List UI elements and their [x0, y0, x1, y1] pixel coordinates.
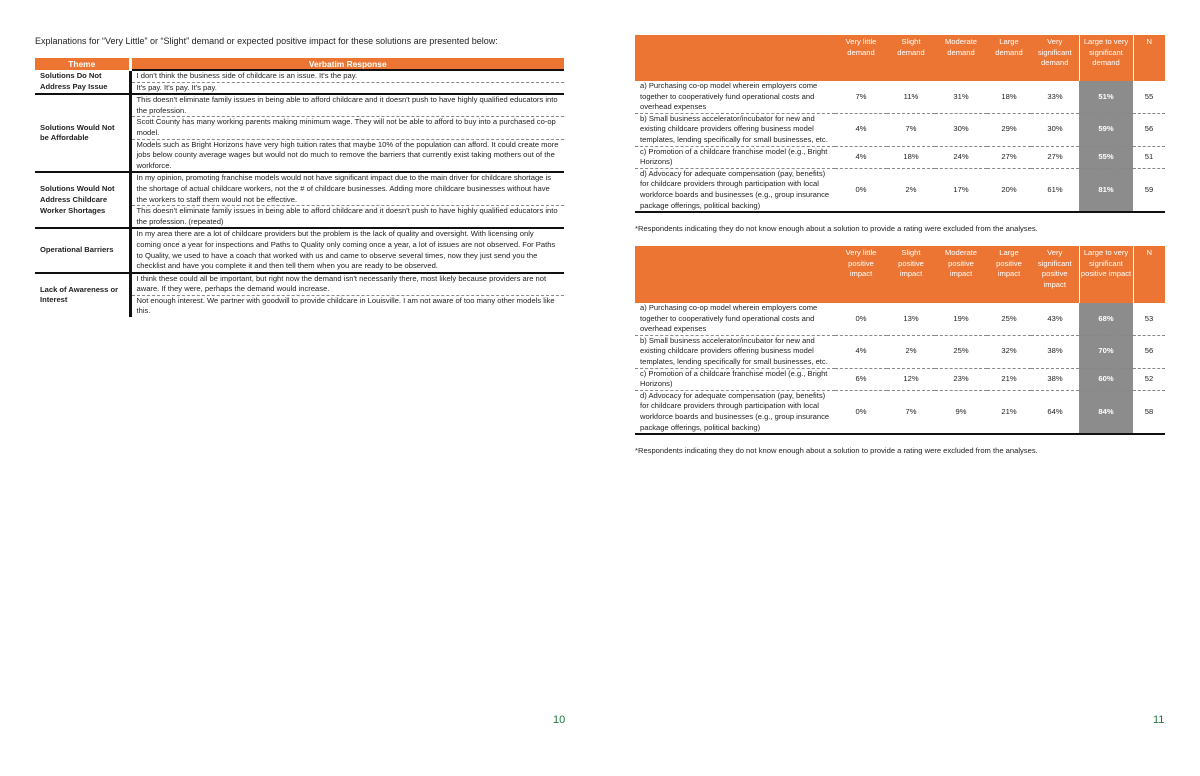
table-row: [35, 228, 564, 272]
table-row: [635, 113, 1165, 146]
header-cell-highlight: Large to very significant positive impact: [1079, 246, 1133, 303]
header-cell: Very significant positive impact: [1031, 246, 1079, 303]
table-row: [35, 273, 564, 296]
n-cell: 52: [1133, 368, 1165, 390]
value-cell: 7%: [887, 390, 935, 434]
header-cell: Moderate demand: [935, 35, 987, 81]
item-cell: b) Small business accelerator/incubator for new and existing childcare providers offering business model templates, lending specifically for small businesses, etc.: [635, 113, 835, 146]
item-cell: a) Purchasing co-op model wherein employers come together to cooperatively fund operational costs and overhead expenses: [635, 303, 835, 335]
header-blank-cell: [635, 35, 835, 81]
demand-table: [635, 35, 1165, 213]
theme-cell: Operational Barriers: [35, 228, 130, 272]
header-cell-n: N: [1133, 35, 1165, 81]
response-header: Verbatim Response: [130, 58, 564, 70]
value-cell: 25%: [987, 303, 1031, 335]
theme-cell: Lack of Awareness or Interest: [35, 273, 130, 317]
item-cell: a) Purchasing co-op model wherein employers come together to cooperatively fund operational costs and overhead expenses: [635, 81, 835, 113]
n-cell: 58: [1133, 390, 1165, 434]
value-cell: 11%: [887, 81, 935, 113]
demand-header-row: [635, 35, 1165, 81]
response-cell: In my opinion, promoting franchise models would not have significant impact due to the main driver for childcare shortage is the shortage of actual childcare workers, not the # of childcare businesses. Adding more childcare businesses without have the workers to staff them would not be effective.: [130, 172, 564, 205]
value-cell: 2%: [887, 335, 935, 368]
value-cell: 38%: [1031, 368, 1079, 390]
table-row: [635, 146, 1165, 168]
value-cell: 30%: [935, 113, 987, 146]
response-cell: This doesn't eliminate family issues in being able to afford childcare and it doesn't push to have highly qualified educators into the profession. (repeated): [136, 206, 558, 226]
impact-note: *Respondents indicating they do not know enough about a solution to provide a rating were excluded from the analyses.: [635, 446, 1038, 455]
value-cell: 64%: [1031, 390, 1079, 434]
n-cell: 56: [1133, 113, 1165, 146]
table-row: [635, 390, 1165, 434]
value-cell: 23%: [935, 368, 987, 390]
value-cell: 32%: [987, 335, 1031, 368]
header-cell-n: N: [1133, 246, 1165, 303]
n-cell: 55: [1133, 81, 1165, 113]
header-cell-highlight: Large to very significant demand: [1079, 35, 1133, 81]
value-cell: 18%: [987, 81, 1031, 113]
value-cell: 18%: [887, 146, 935, 168]
impact-header-row: [635, 246, 1165, 303]
value-cell: 9%: [935, 390, 987, 434]
value-cell: 19%: [935, 303, 987, 335]
n-cell: 59: [1133, 168, 1165, 212]
value-cell: 0%: [835, 390, 887, 434]
highlight-cell: 70%: [1079, 335, 1133, 368]
table-row: [635, 303, 1165, 335]
value-cell: 4%: [835, 113, 887, 146]
response-cell: I think these could all be important, but right now the demand isn't necessarily there, most likely because providers are not aware. If they were, perhaps the demand would increase.: [130, 273, 564, 296]
table-row: [35, 172, 564, 205]
value-cell: 0%: [835, 303, 887, 335]
value-cell: 31%: [935, 81, 987, 113]
value-cell: 27%: [1031, 146, 1079, 168]
value-cell: 61%: [1031, 168, 1079, 212]
theme-header: Theme: [35, 58, 130, 70]
table-row: [635, 335, 1165, 368]
n-cell: 51: [1133, 146, 1165, 168]
verbatim-header-row: [35, 58, 564, 70]
item-cell: b) Small business accelerator/incubator for new and existing childcare providers offering business model templates, lending specifically for small businesses, etc.: [635, 335, 835, 368]
page-number: 10: [553, 714, 566, 726]
header-cell: Large demand: [987, 35, 1031, 81]
highlight-cell: 84%: [1079, 390, 1133, 434]
header-cell: Large positive impact: [987, 246, 1031, 303]
value-cell: 6%: [835, 368, 887, 390]
item-cell: d) Advocacy for adequate compensation (pay, benefits) for childcare providers through participation with local workforce boards and businesses (e.g., group insurance package offerings, political backing): [635, 168, 835, 212]
highlight-cell: 55%: [1079, 146, 1133, 168]
item-cell: d) Advocacy for adequate compensation (pay, benefits) for childcare providers through participation with local workforce boards and businesses (e.g., group insurance package offerings, political backing): [635, 390, 835, 434]
header-cell: Moderate positive impact: [935, 246, 987, 303]
header-blank-cell: [635, 246, 835, 303]
value-cell: 7%: [887, 113, 935, 146]
theme-cell: Solutions Would Not be Affordable: [35, 94, 130, 172]
highlight-cell: 59%: [1079, 113, 1133, 146]
impact-table: [635, 246, 1165, 435]
response-cell: Models such as Bright Horizons have very high tuition rates that maybe 10% of the population can afford. It could create more jobs below county average wages but would not do much to remove the barriers that currently exist taking mothers out of the workforce.: [136, 139, 559, 170]
response-cell: Scott County has many working parents making minimum wage. They will not be able to afford to buy into a purchased co-op model.: [130, 117, 564, 139]
response-cell: In my area there are a lot of childcare providers but the problem is the lack of quality and oversight. With licensing only coming once a year for inspections and Paths to Quality only coming once a year, a lot of issues are not observed. For Paths to Quality, we used to have a coach that worked with us and came to observe several times, now they just send you the checklist and have you complete it and then tell them when you are ready to be observed.: [130, 228, 564, 272]
value-cell: 25%: [935, 335, 987, 368]
value-cell: 29%: [987, 113, 1031, 146]
value-cell: 21%: [987, 368, 1031, 390]
value-cell: 24%: [935, 146, 987, 168]
highlight-cell: 68%: [1079, 303, 1133, 335]
intro-text: Explanations for “Very Little” or “Slight” demand or expected positive impact for these solutions are presented below:: [35, 36, 498, 46]
response-cell: Not enough interest. We partner with goodwill to provide childcare in Louisville. I am not aware of too many other models like this.: [136, 295, 555, 316]
value-cell: 4%: [835, 335, 887, 368]
header-cell: Very little positive impact: [835, 246, 887, 303]
value-cell: 7%: [835, 81, 887, 113]
header-cell: Slight positive impact: [887, 246, 935, 303]
table-row: [635, 368, 1165, 390]
table-row: [635, 168, 1165, 212]
value-cell: 4%: [835, 146, 887, 168]
item-cell: c) Promotion of a childcare franchise model (e.g., Bright Horizons): [635, 368, 835, 390]
highlight-cell: 60%: [1079, 368, 1133, 390]
value-cell: 30%: [1031, 113, 1079, 146]
response-cell: It's pay. It's pay. It's pay.: [136, 82, 217, 92]
theme-cell: Solutions Do Not Address Pay Issue: [35, 70, 130, 94]
value-cell: 13%: [887, 303, 935, 335]
value-cell: 38%: [1031, 335, 1079, 368]
n-cell: 53: [1133, 303, 1165, 335]
value-cell: 43%: [1031, 303, 1079, 335]
header-cell: Very significant demand: [1031, 35, 1079, 81]
value-cell: 20%: [987, 168, 1031, 212]
value-cell: 2%: [887, 168, 935, 212]
value-cell: 12%: [887, 368, 935, 390]
value-cell: 17%: [935, 168, 987, 212]
response-cell: This doesn't eliminate family issues in being able to afford childcare and it doesn't push to have highly qualified educators into the profession.: [130, 94, 564, 117]
demand-note: *Respondents indicating they do not know enough about a solution to provide a rating were excluded from the analyses.: [635, 224, 1038, 233]
highlight-cell: 51%: [1079, 81, 1133, 113]
item-cell: c) Promotion of a childcare franchise model (e.g., Bright Horizons): [635, 146, 835, 168]
value-cell: 27%: [987, 146, 1031, 168]
highlight-cell: 81%: [1079, 168, 1133, 212]
table-row: [635, 81, 1165, 113]
verbatim-table: [35, 58, 564, 317]
header-cell: Very little demand: [835, 35, 887, 81]
header-cell: Slight demand: [887, 35, 935, 81]
theme-cell: Solutions Would Not Address Childcare Worker Shortages: [35, 172, 130, 228]
response-cell: I don't think the business side of childcare is an issue. It's the pay.: [130, 70, 564, 82]
value-cell: 21%: [987, 390, 1031, 434]
table-row: [35, 94, 564, 117]
value-cell: 0%: [835, 168, 887, 212]
page-number: 11: [1153, 714, 1165, 726]
value-cell: 33%: [1031, 81, 1079, 113]
n-cell: 56: [1133, 335, 1165, 368]
table-row: [35, 70, 564, 82]
